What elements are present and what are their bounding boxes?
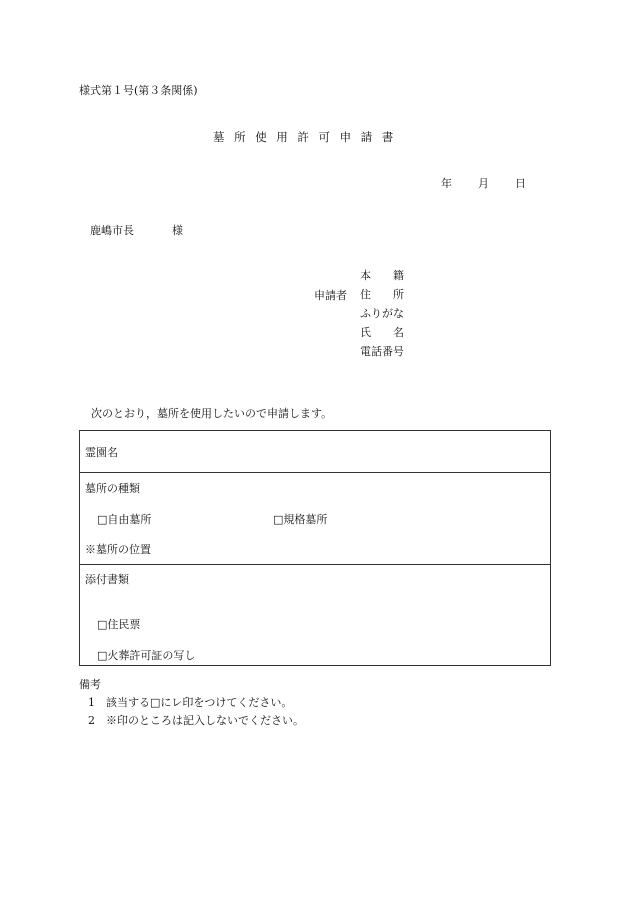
plot-type-label: 墓所の種類 xyxy=(85,482,140,495)
note-text: 該当する□にレ印をつけてください。 xyxy=(106,696,293,709)
date-day: 日 xyxy=(515,177,526,190)
note-item xyxy=(79,712,304,730)
application-table xyxy=(79,430,551,666)
field-honseki: 本 籍 xyxy=(360,269,404,282)
date-year: 年 xyxy=(441,177,452,190)
attachments-label: 添付書類 xyxy=(85,573,129,586)
table-row-plot xyxy=(80,472,550,565)
addressee-honorific: 様 xyxy=(172,224,183,237)
option-standard-plot[interactable]: □規格墓所 xyxy=(273,513,328,526)
attachment-cremation-permit[interactable]: □火葬許可証の写し xyxy=(97,649,196,662)
field-name: 氏 名 xyxy=(360,326,404,339)
field-furigana: ふりがな xyxy=(360,307,404,320)
addressee xyxy=(90,222,183,238)
cemetery-name-label: 霊園名 xyxy=(85,446,118,459)
attachment-resident-card[interactable]: □住民票 xyxy=(97,618,141,631)
note-number: 2 xyxy=(88,714,95,727)
applicant-label: 申請者 xyxy=(314,289,347,302)
notes xyxy=(79,676,304,730)
note-item xyxy=(79,694,304,712)
date-line xyxy=(441,175,526,191)
form-number: 様式第１号(第３条関係) xyxy=(79,84,198,97)
field-address: 住 所 xyxy=(360,288,404,301)
notes-heading: 備考 xyxy=(79,678,101,691)
field-phone: 電話番号 xyxy=(360,345,404,358)
note-text: ※印のところは記入しないでください。 xyxy=(106,714,304,727)
table-row-cemetery xyxy=(80,431,550,473)
table-row-attachments xyxy=(80,564,550,665)
date-month: 月 xyxy=(478,177,489,190)
intro-text: 次のとおり，墓所を使用したいので申請します。 xyxy=(91,407,333,420)
note-number: 1 xyxy=(88,696,95,709)
addressee-name: 鹿嶋市長 xyxy=(90,224,134,237)
applicant-fields xyxy=(360,266,404,361)
document-title: 墓所使用許可申請書 xyxy=(213,130,403,144)
plot-location-label: ※墓所の位置 xyxy=(85,543,151,556)
option-free-plot[interactable]: □自由墓所 xyxy=(97,513,152,526)
